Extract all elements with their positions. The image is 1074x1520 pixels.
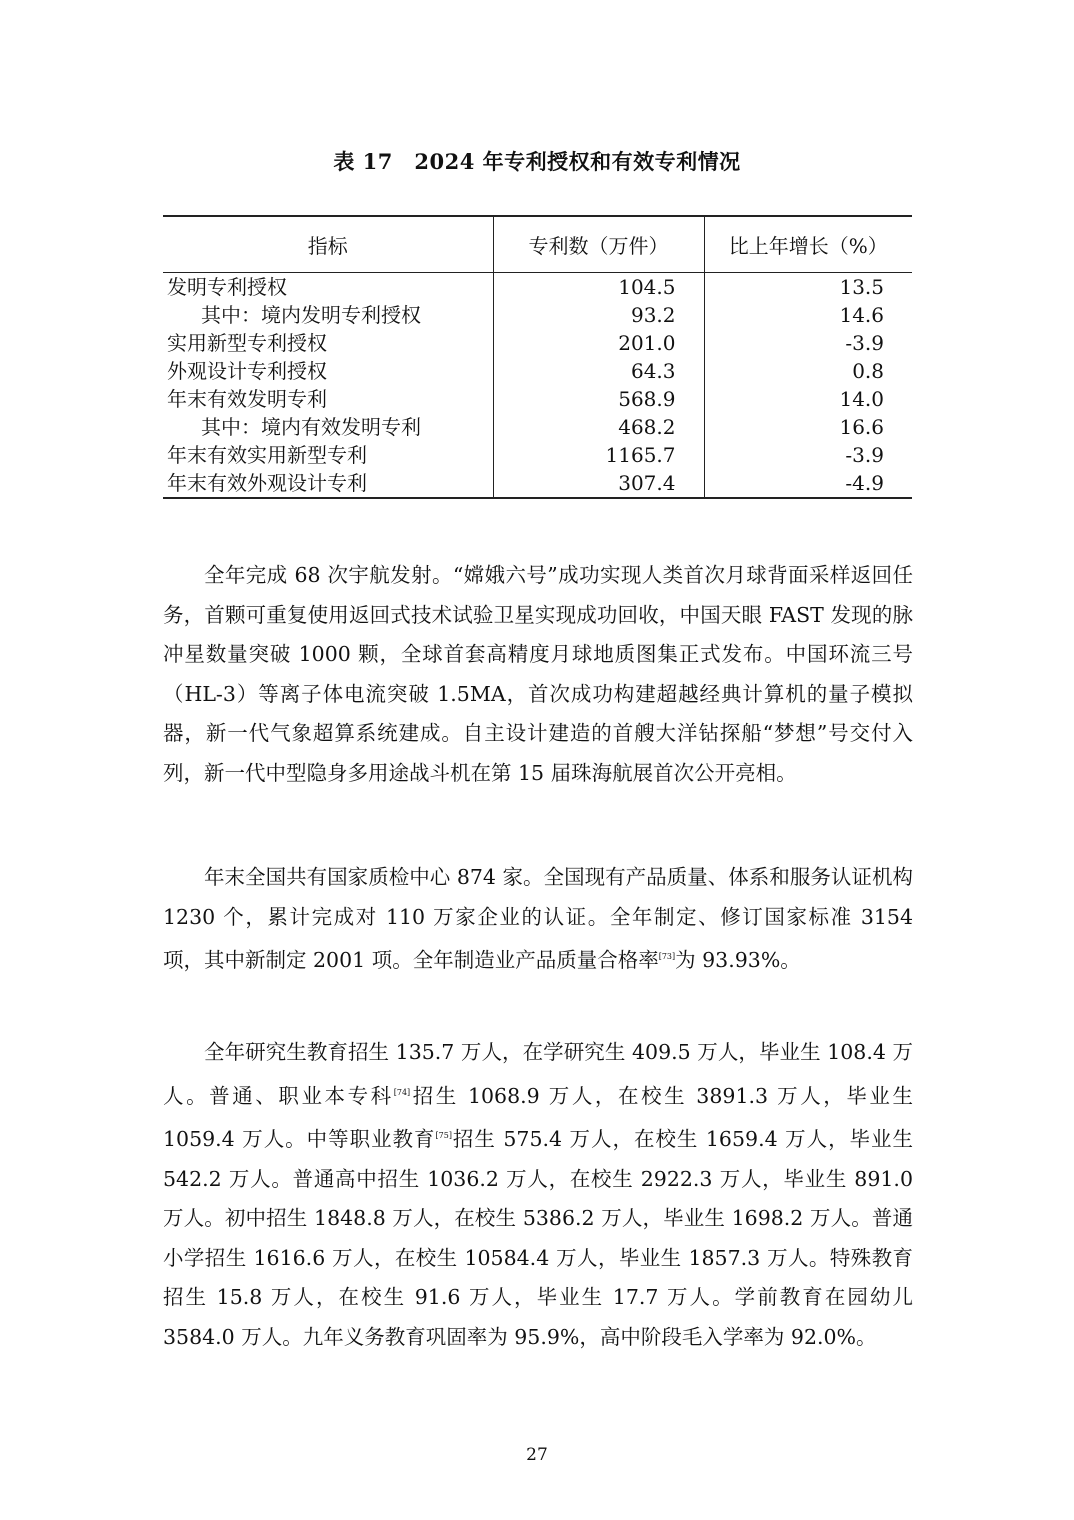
paragraph-text: 年末全国共有国家质检中心 874 家。全国现有产品质量、体系和服务认证机构 1230 个，累计完成对 110 万家企业的认证。全年制定、修订国家标准 3154 项，其中新制定 2001 项。全年制造业产品质量合格率 — [163, 865, 913, 972]
table-row — [163, 272, 912, 301]
table-row — [163, 469, 912, 498]
row-growth: 0.8 — [704, 357, 912, 385]
header-growth: 比上年增长（%） — [704, 216, 912, 272]
paragraph-space-science — [163, 556, 913, 793]
row-growth: -3.9 — [704, 441, 912, 469]
row-label: 年末有效实用新型专利 — [167, 442, 367, 467]
header-patent-count: 专利数（万件） — [493, 216, 704, 272]
footnote-ref-74[interactable]: [74] — [393, 1087, 411, 1097]
row-count: 568.9 — [493, 385, 704, 413]
row-growth: 16.6 — [704, 413, 912, 441]
row-count: 93.2 — [493, 301, 704, 329]
patent-table — [163, 215, 912, 499]
table-header-row — [163, 216, 912, 272]
row-label: 其中：境内发明专利授权 — [201, 302, 421, 327]
table-row — [163, 301, 912, 329]
row-label: 实用新型专利授权 — [167, 330, 327, 355]
page-number: 27 — [526, 1445, 548, 1465]
row-count: 201.0 — [493, 329, 704, 357]
paragraph-text: 全年完成 68 次宇航发射。“嫦娥六号”成功实现人类首次月球背面采样返回任务，首颗可重复使用返回式技术试验卫星实现成功回收，中国天眼 FAST 发现的脉冲星数量突破 1000 颗，全球首套高精度月球地质图集正式发布。中国环流三号（HL-3）等离子体电流突破 1.5MA，首次成功构建超越经典计算机的量子模拟器，新一代气象超算系统建成。自主设计建造的首艘大洋钻探船“梦想”号交付入列，新一代中型隐身多用途战斗机在第 15 届珠海航展首次公开亮相。 — [163, 563, 913, 785]
row-label: 外观设计专利授权 — [167, 358, 327, 383]
row-count: 1165.7 — [493, 441, 704, 469]
table-row — [163, 385, 912, 413]
paragraph-text: 招生 1068.9 万人，在校生 3891.3 万人，毕业生 1059.4 万人。中等职业教育 — [163, 1083, 913, 1151]
row-count: 64.3 — [493, 357, 704, 385]
paragraph-text: 全年研究生教育招生 135.7 万人，在学研究生 409.5 万人，毕业生 108.4 万人。普通、职业本专科 — [163, 1040, 913, 1108]
table-row — [163, 413, 912, 441]
row-count: 468.2 — [493, 413, 704, 441]
paragraph-education — [163, 1033, 913, 1357]
table-row — [163, 441, 912, 469]
row-label: 发明专利授权 — [167, 274, 287, 299]
row-label: 年末有效发明专利 — [167, 386, 327, 411]
header-indicator: 指标 — [163, 216, 493, 272]
row-growth: -4.9 — [704, 469, 912, 498]
row-growth: 14.6 — [704, 301, 912, 329]
row-label: 年末有效外观设计专利 — [163, 469, 493, 498]
row-count: 307.4 — [493, 469, 704, 498]
row-growth: -3.9 — [704, 329, 912, 357]
table-row — [163, 329, 912, 357]
paragraph-text: 招生 575.4 万人，在校生 1659.4 万人，毕业生 542.2 万人。普通高中招生 1036.2 万人，在校生 2922.3 万人，毕业生 891.0 万人。初中招生 1848.8 万人，在校生 5386.2 万人，毕业生 1698.2 万人。普通小学招生 1616.6 万人，在校生 10584.4 万人，毕业生 1857.3 万人。特殊教育招生 15.8 万人，在校生 91.6 万人，毕业生 17.7 万人。学前教育在园幼儿 3584.0 万人。九年义务教育巩固率为 95.9%，高中阶段毛入学率为 92.0%。 — [163, 1127, 913, 1349]
table-row — [163, 357, 912, 385]
row-growth: 14.0 — [704, 385, 912, 413]
row-count: 104.5 — [493, 272, 704, 301]
footnote-ref-73[interactable]: [73] — [658, 952, 676, 961]
row-growth: 13.5 — [704, 272, 912, 301]
paragraph-text: 为 93.93%。 — [675, 948, 801, 972]
table-title: 表 17 2024 年专利授权和有效专利情况 — [333, 149, 741, 174]
footnote-ref-75[interactable]: [75] — [435, 1131, 452, 1140]
row-label: 其中：境内有效发明专利 — [201, 414, 421, 439]
paragraph-quality-standards — [163, 858, 913, 981]
